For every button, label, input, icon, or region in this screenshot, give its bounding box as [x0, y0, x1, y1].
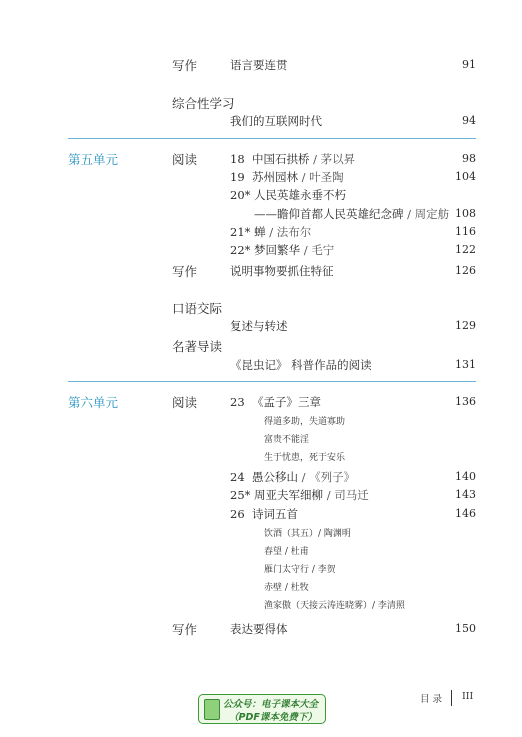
reading-label: 阅读 — [172, 395, 198, 410]
page-number: 143 — [455, 488, 476, 501]
page-number: 104 — [455, 170, 476, 183]
unit-five-heading: 第五单元 — [68, 152, 119, 167]
footer-page-number: III — [462, 691, 474, 702]
page-number: 131 — [455, 358, 476, 371]
writing-label: 写作 — [172, 58, 198, 73]
writing-title[interactable]: 说明事物要抓住特征 — [230, 264, 334, 278]
lesson-subsection[interactable]: 生于忧患，死于安乐 — [264, 453, 346, 463]
lesson-entry[interactable]: 23 《孟子》三章 — [230, 395, 321, 409]
comprehensive-study-label: 综合性学习 — [172, 96, 235, 111]
lesson-entry[interactable]: 20* 人民英雄永垂不朽 — [230, 188, 347, 202]
watermark-line: 公众号：电子课本大全 — [223, 699, 319, 710]
poem-entry[interactable]: 春望 / 杜甫 — [264, 547, 309, 557]
watermark-badge — [198, 694, 326, 724]
page-number: 116 — [455, 225, 476, 238]
page-number: 126 — [455, 264, 476, 277]
page-number: 94 — [462, 114, 476, 127]
lesson-entry[interactable]: 26 诗词五首 — [230, 507, 298, 521]
page-number: 108 — [455, 207, 476, 220]
lesson-entry[interactable]: 19 苏州园林 / 叶圣陶 — [230, 170, 344, 184]
classics-guide-label: 名著导读 — [172, 339, 223, 354]
page-number: 98 — [462, 152, 476, 165]
poem-entry[interactable]: 赤壁 / 杜牧 — [264, 583, 309, 593]
poem-entry[interactable]: 渔家傲（天接云涛连晓雾）/ 李清照 — [264, 601, 405, 611]
page-number: 150 — [455, 622, 476, 635]
page-number: 129 — [455, 319, 476, 332]
lesson-entry[interactable]: 21* 蝉 / 法布尔 — [230, 225, 312, 239]
lesson-entry[interactable]: 22* 梦回繁华 / 毛宁 — [230, 243, 335, 257]
lesson-entry[interactable]: 25* 周亚夫军细柳 / 司马迁 — [230, 488, 369, 502]
lesson-subtitle[interactable]: ——瞻仰首都人民英雄纪念碑 / 周定舫 — [254, 207, 450, 221]
comprehensive-study-title[interactable]: 我们的互联网时代 — [230, 114, 322, 128]
reading-label: 阅读 — [172, 152, 198, 167]
unit-six-heading: 第六单元 — [68, 395, 119, 410]
watermark-line: （PDF课本免费下） — [229, 712, 317, 723]
unit-divider — [68, 138, 476, 139]
page-number: 140 — [455, 470, 476, 483]
page-number: 91 — [462, 58, 476, 71]
lesson-subsection[interactable]: 得道多助，失道寡助 — [264, 417, 346, 427]
footer-section-label: 目 录 — [420, 694, 443, 705]
footer-divider — [451, 690, 452, 706]
classics-guide-title[interactable]: 《昆虫记》 科普作品的阅读 — [230, 358, 372, 372]
lesson-subsection[interactable]: 富贵不能淫 — [264, 435, 310, 445]
oral-communication-label: 口语交际 — [172, 301, 223, 316]
unit-divider — [68, 381, 476, 382]
lesson-entry[interactable]: 24 愚公移山 / 《列子》 — [230, 470, 356, 484]
writing-label: 写作 — [172, 264, 198, 279]
poem-entry[interactable]: 雁门太守行 / 李贺 — [264, 565, 336, 575]
writing-label: 写作 — [172, 622, 198, 637]
page-number: 136 — [455, 395, 476, 408]
writing-title[interactable]: 语言要连贯 — [230, 58, 288, 72]
writing-title[interactable]: 表达要得体 — [230, 622, 288, 636]
page-number: 146 — [455, 507, 476, 520]
oral-communication-title[interactable]: 复述与转述 — [230, 319, 288, 333]
book-icon — [204, 699, 220, 720]
lesson-entry[interactable]: 18 中国石拱桥 / 茅以昇 — [230, 152, 356, 166]
page-number: 122 — [455, 243, 476, 256]
poem-entry[interactable]: 饮酒（其五）/ 陶渊明 — [264, 529, 351, 539]
